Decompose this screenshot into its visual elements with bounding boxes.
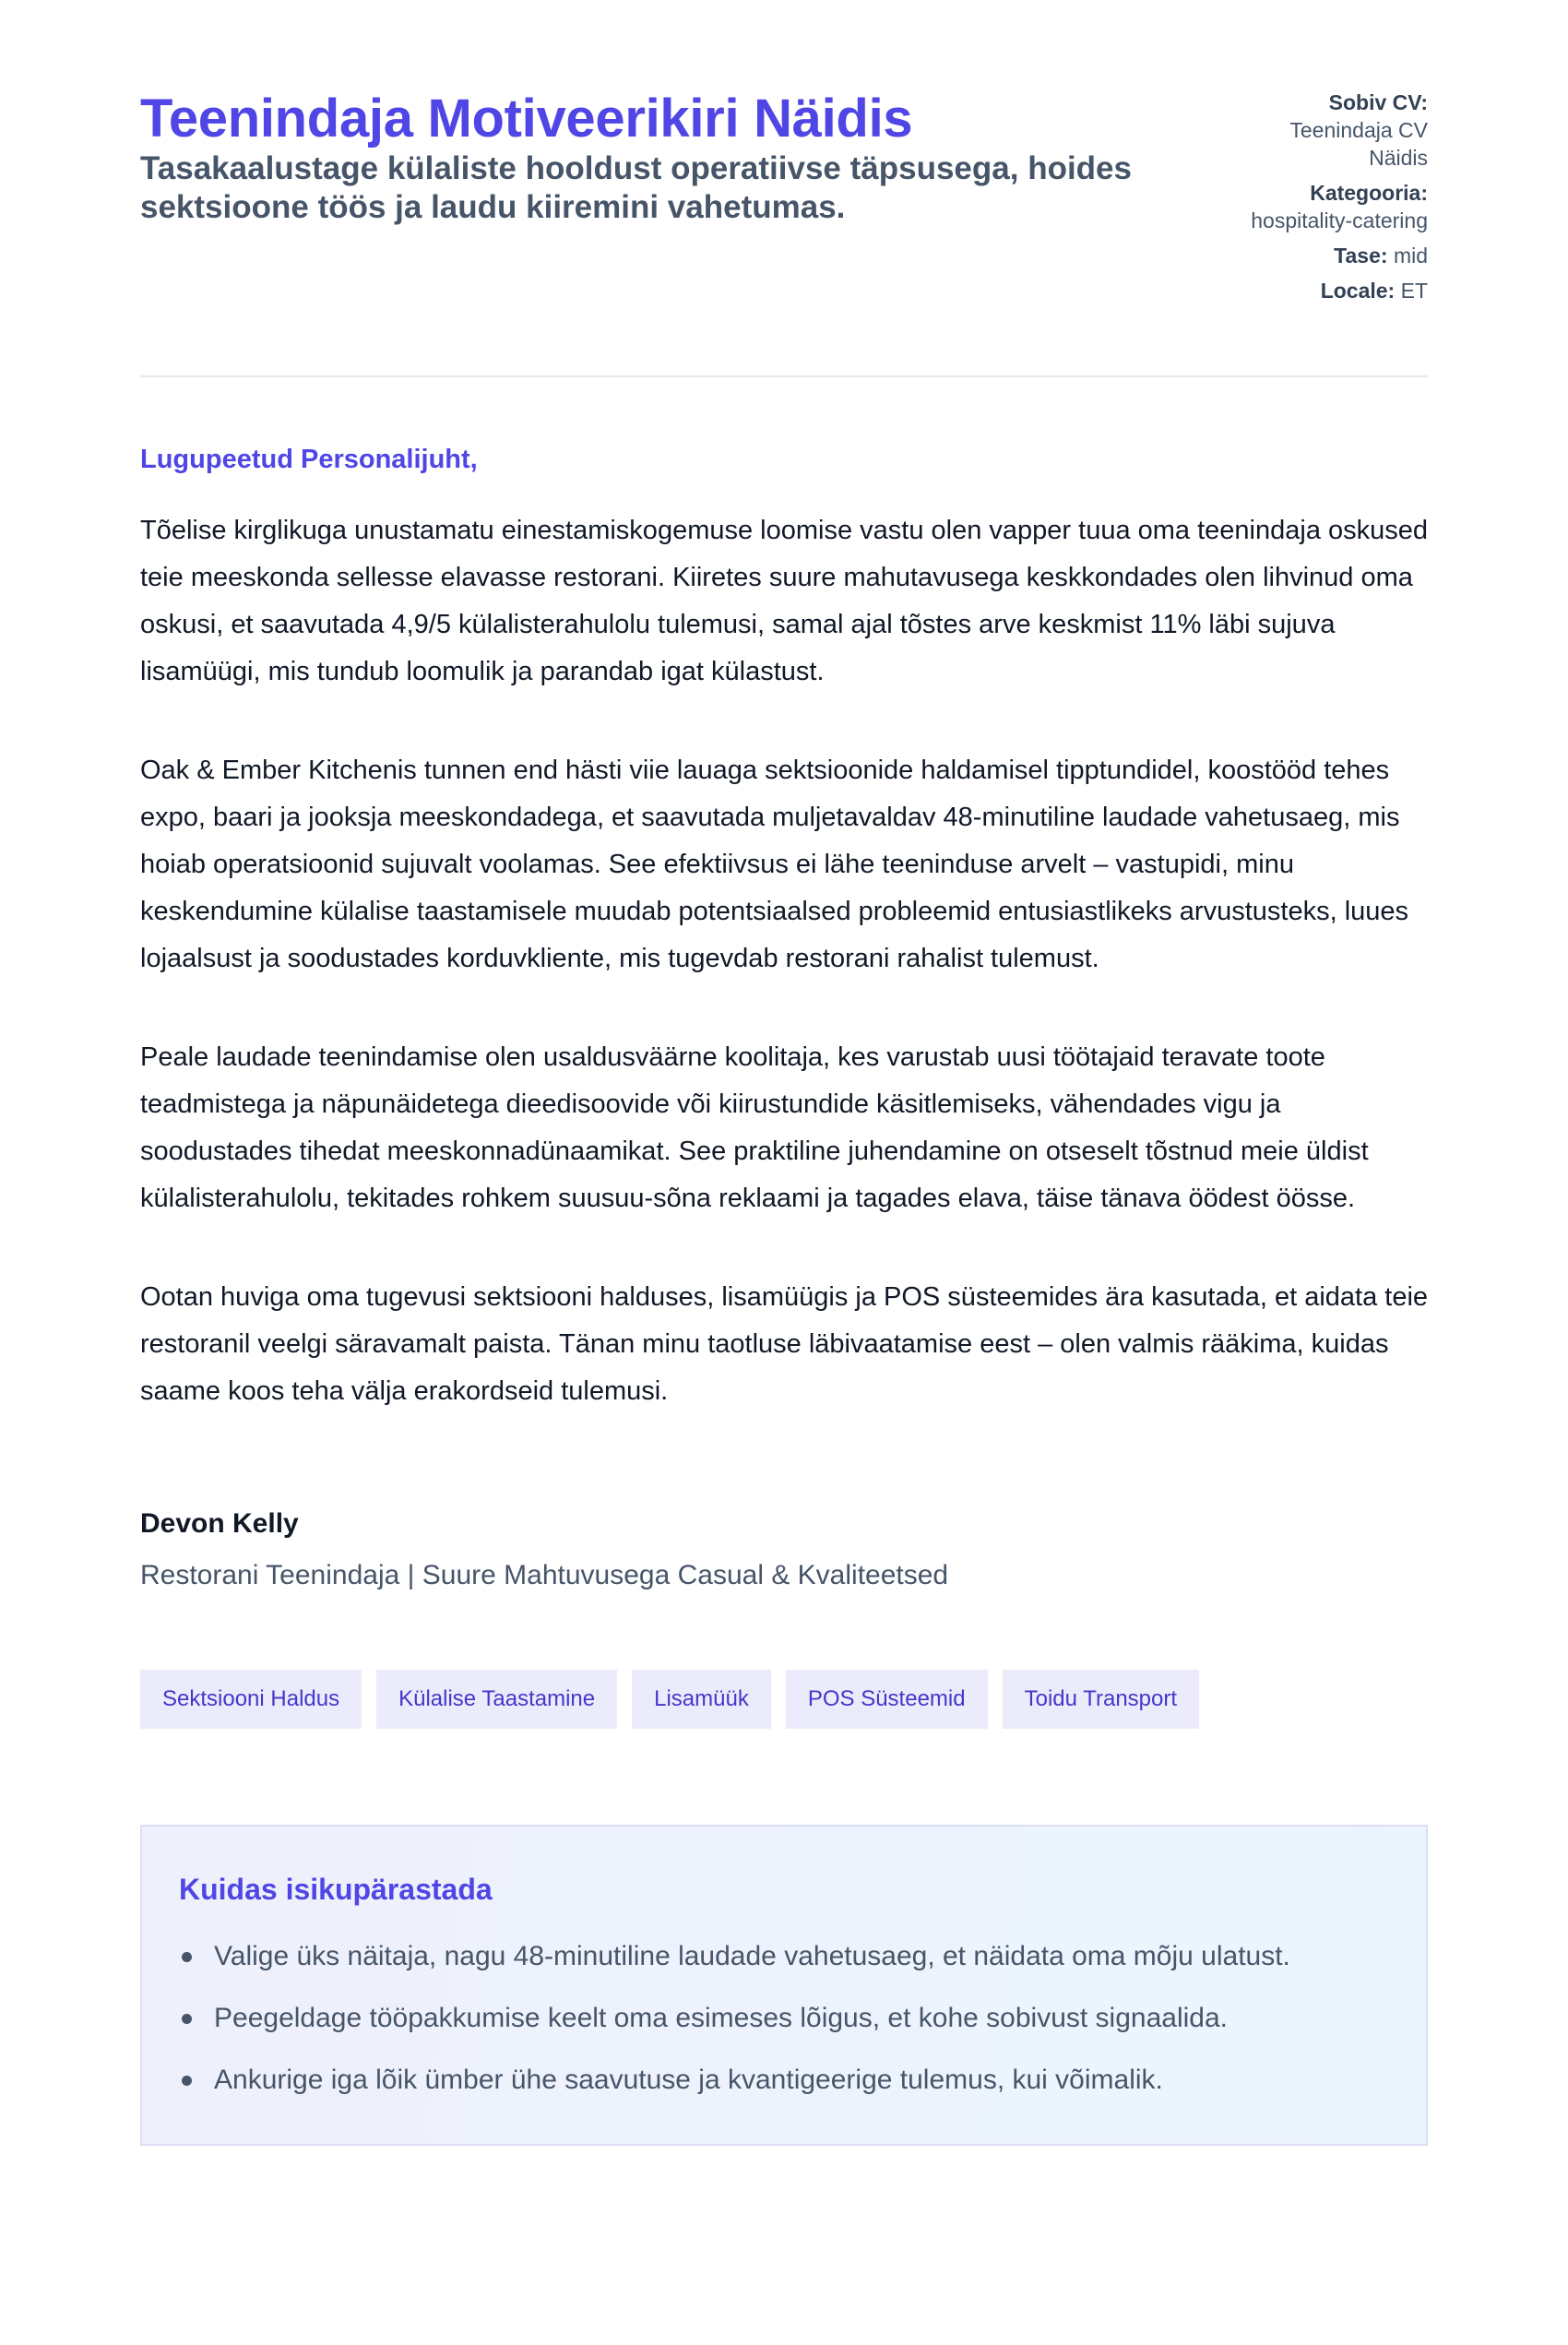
- salutation: Lugupeetud Personalijuht,: [140, 445, 478, 474]
- meta-label: Sobiv CV:: [1328, 90, 1428, 114]
- skill-tag: Sektsiooni Haldus: [140, 1670, 362, 1729]
- page-header: [140, 89, 1428, 377]
- tips-title: Kuidas isikupärastada: [179, 1873, 493, 1906]
- meta-value: mid: [1393, 244, 1428, 268]
- letter-paragraph: Peale laudade teenindamise olen usaldusväärne koolitaja, kes varustab uusi töötajaid teravate toote teadmistega ja näpunäidetega dieedisoovide või kiirustundide käsitlemiseks, vähendades vigu ja soodustades tihedat meeskonnadünaamikat. See praktiline juhendamine on otseselt tõstnud meie üldist külalisterahulolu, tekitades rohkem suusuu-sõna reklaami ja tagades elava, täise tänava öödest öösse.: [140, 1042, 1369, 1213]
- meta-label: Tase:: [1334, 244, 1388, 268]
- meta-category: [1243, 179, 1428, 234]
- meta-level: [1243, 242, 1428, 269]
- letter-paragraph: Oak & Ember Kitchenis tunnen end hästi viie lauaga sektsioonide haldamisel tipptundidel, koostööd tehes expo, baari ja jooksja meeskondadega, et saavutada muljetavaldav 48-minutiline laudade vahetusaeg, mis hoiab operatsioonid sujuvalt voolamas. See efektiivsus ei lähe teeninduse arvelt – vastupidi, minu keskendumine külalise taastamisele muudab potentsiaalsed probleemid entusiastlikeks arvustusteks, luues lojaalsust ja soodustades korduvkliente, mis tugevdab restorani rahalist tulemust.: [140, 756, 1409, 973]
- bullet-icon: [182, 2076, 192, 2086]
- skill-tag: Lisamüük: [632, 1670, 771, 1729]
- signature-name: Devon Kelly: [140, 1508, 299, 1539]
- tip-item: [179, 1935, 1389, 1978]
- letter-body: [140, 441, 1428, 1415]
- tip-text: Peegeldage tööpakkumise keelt oma esimeses lõigus, et kohe sobivust signaalida.: [214, 2003, 1228, 2033]
- skill-tag: Külalise Taastamine: [376, 1670, 617, 1729]
- meta-label: Locale:: [1320, 279, 1396, 303]
- meta-locale: [1243, 277, 1428, 304]
- meta-value: ET: [1400, 279, 1428, 303]
- meta-value: Teenindaja CV Näidis: [1289, 118, 1428, 170]
- signature-role: Restorani Teenindaja | Suure Mahtuvusega Casual & Kvaliteetsed: [140, 1560, 949, 1590]
- header-title-block: [140, 89, 1229, 227]
- tip-text: Valige üks näitaja, nagu 48-minutiline laudade vahetusaeg, et näidata oma mõju ulatust.: [214, 1941, 1290, 1971]
- page-subtitle: Tasakaalustage külaliste hooldust operatiivse täpsusega, hoides sektsioone töös ja laudu kiiremini vahetumas.: [140, 150, 1132, 225]
- tip-item: [179, 1997, 1389, 2040]
- meta-matching-cv: [1243, 89, 1428, 172]
- tip-text: Ankurige iga lõik ümber ühe saavutuse ja kvantigeerige tulemus, kui võimalik.: [214, 2065, 1163, 2095]
- personalization-tips-box: [140, 1825, 1428, 2146]
- skill-tag: Toidu Transport: [1003, 1670, 1199, 1729]
- skill-tags: [140, 1670, 1428, 1729]
- skill-tag: POS Süsteemid: [786, 1670, 988, 1729]
- page-title: Teenindaja Motiveerikiri Näidis: [140, 89, 913, 149]
- tip-item: [179, 2059, 1389, 2101]
- letter-paragraph: Tõelise kirglikuga unustamatu einestamiskogemuse loomise vastu olen vapper tuua oma teenindaja oskused teie meeskonda sellesse elavasse restorani. Kiiretes suure mahutavusega keskkondades olen lihvinud oma oskusi, et saavutada 4,9/5 külalisterahulolu tulemusi, samal ajal tõstes arve keskmist 11% läbi sujuva lisamüügi, mis tundub loomulik ja parandab igat külastust.: [140, 516, 1429, 686]
- meta-info: [1243, 89, 1428, 312]
- tips-list: [179, 1935, 1389, 2101]
- signature-block: [140, 1506, 1428, 1594]
- bullet-icon: [182, 1952, 192, 1962]
- meta-value: hospitality-catering: [1251, 208, 1428, 232]
- bullet-icon: [182, 2014, 192, 2024]
- meta-label: Kategooria:: [1310, 181, 1428, 205]
- letter-paragraph: Ootan huviga oma tugevusi sektsiooni halduses, lisamüügis ja POS süsteemides ära kasutada, et aidata teie restoranil veelgi säravamalt paista. Tänan minu taotluse läbivaatamise eest – olen valmis rääkima, kuidas saame koos teha välja erakordseid tulemusi.: [140, 1282, 1429, 1406]
